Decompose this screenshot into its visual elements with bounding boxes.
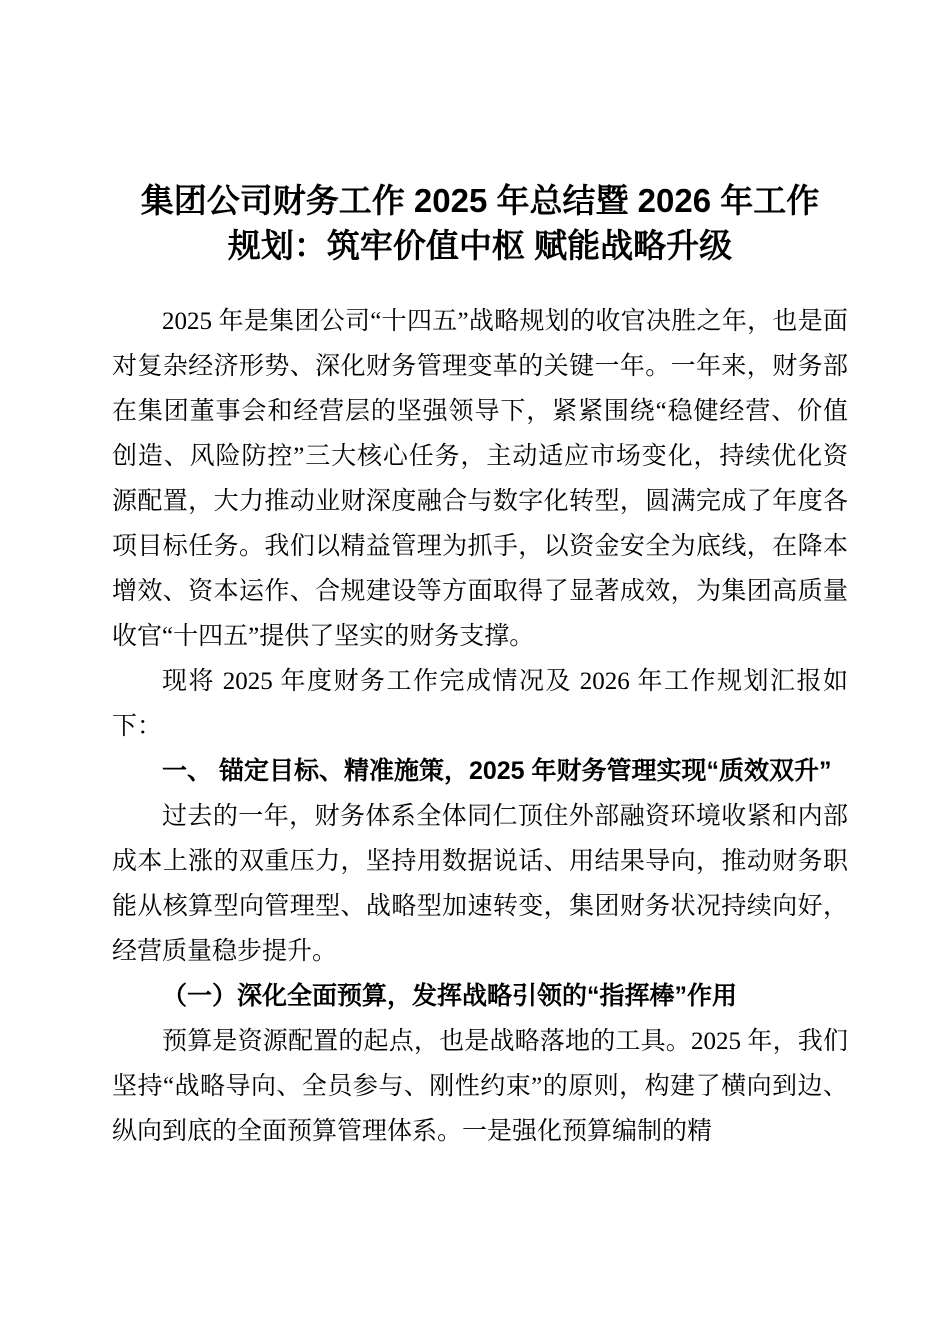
section-heading-1: 一、 锚定目标、精准施策，2025 年财务管理实现“质效双升” bbox=[162, 757, 832, 785]
paragraph-intro: 2025 年是集团公司“十四五”战略规划的收官决胜之年，也是面对复杂经济形势、深化财务管理变革的关键一年。一年来，财务部在集团董事会和经营层的坚强领导下，紧紧围绕“稳健经营、价值创造、风险防控”三大核心任务，主动适应市场变化，持续优化资源配置，大力推动业财深度融合与数字化转型，圆满完成了年度各项目标任务。我们以精益管理为抓手，以资金安全为底线，在降本增效、资本运作、合规建设等方面取得了显著成效，为集团高质量收官“十四五”提供了坚实的财务支撑。 bbox=[112, 308, 848, 650]
paragraph-section1-overview: 过去的一年，财务体系全体同仁顶住外部融资环境收紧和内部成本上涨的双重压力，坚持用数据说话、用结果导向，推动财务职能从核算型向管理型、战略型加速转变，集团财务状况持续向好，经营质量稳步提升。 bbox=[112, 803, 848, 965]
paragraph-report-lead-in: 现将 2025 年度财务工作完成情况及 2026 年工作规划汇报如下： bbox=[112, 668, 848, 740]
document-title-line-1: 集团公司财务工作 2025 年总结暨 2026 年工作 bbox=[140, 182, 820, 219]
subsection-heading-1-1: （一）深化全面预算，发挥战略引领的“指挥棒”作用 bbox=[162, 982, 738, 1010]
document-title bbox=[112, 178, 848, 268]
paragraph-budget-management: 预算是资源配置的起点，也是战略落地的工具。2025 年，我们坚持“战略导向、全员参与、刚性约束”的原则，构建了横向到边、纵向到底的全面预算管理体系。一是强化预算编制的精 bbox=[112, 1028, 848, 1145]
document-title-line-2: 规划：筑牢价值中枢 赋能战略升级 bbox=[227, 227, 733, 264]
